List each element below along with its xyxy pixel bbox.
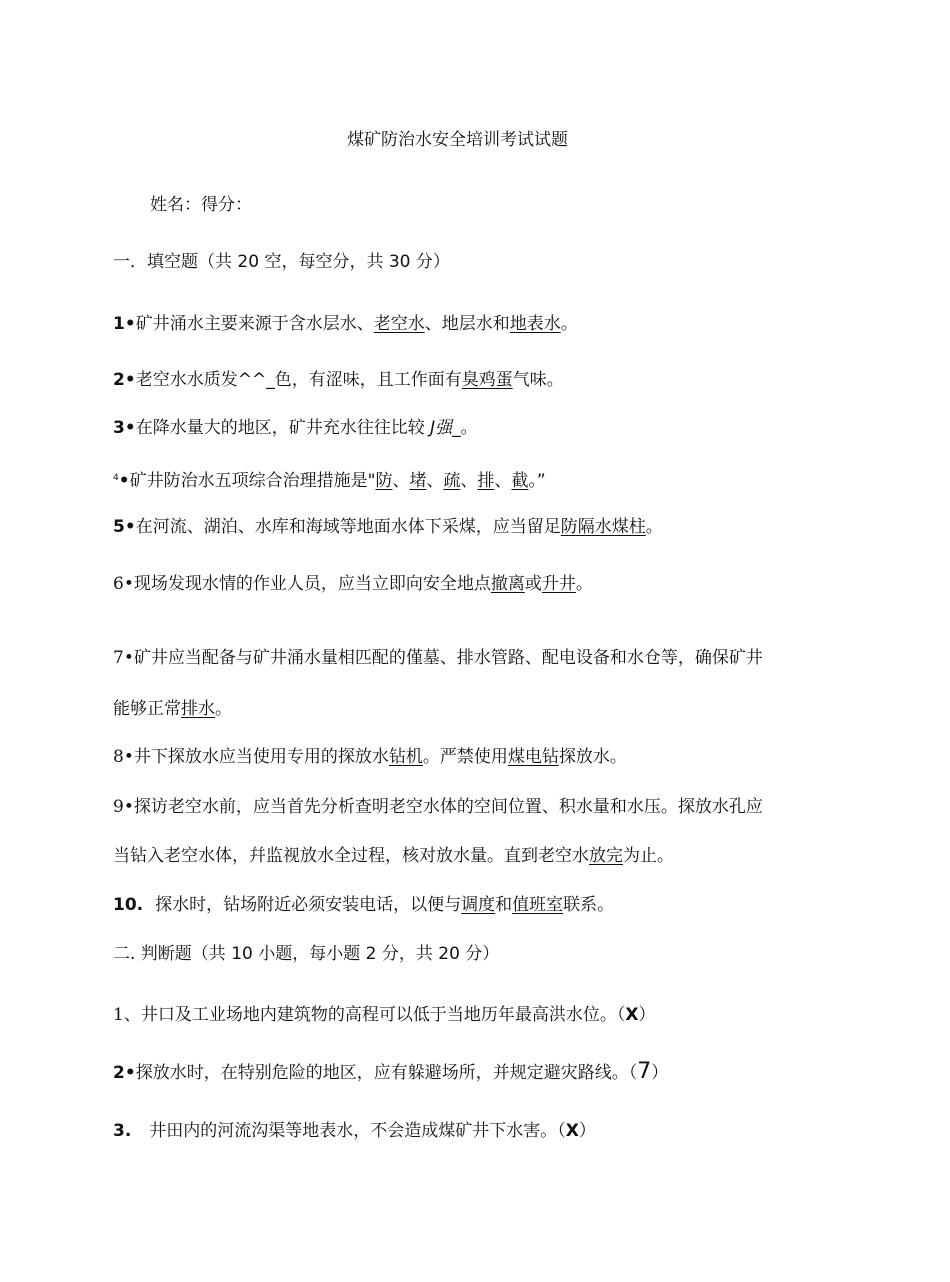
separator: 、 [494, 471, 512, 491]
question-number: 1• [113, 314, 136, 334]
question-3 [113, 416, 478, 440]
question-text: 和 [495, 895, 513, 915]
answer: 放完 [589, 846, 623, 866]
bullet: • [118, 471, 130, 491]
question-8 [113, 745, 627, 769]
question-number: 3• [113, 418, 136, 438]
section2-heading: 二. 判断题（共 10 小题，每小题 2 分，共 20 分） [113, 944, 500, 964]
answer: 钻机 [388, 747, 423, 767]
question-text: 在河流、湖泊、水库和海域等地面水体下采煤，应当留足 [135, 517, 561, 537]
question-text: 或 [524, 574, 542, 594]
question-text: 井下探放水应当使用专用的探放水 [133, 747, 389, 767]
question-text: 当钻入老空水体，幷监视放水全过程，核对放水量。直到老空水 [113, 846, 589, 866]
question-1 [113, 312, 578, 336]
question-text: 。 [560, 314, 578, 334]
question-text: 探水时，钻场附近必须安装电话，以便与 [155, 895, 462, 915]
question-4 [113, 466, 546, 493]
question-text: 为止。 [623, 846, 674, 866]
answer: 堵 [409, 471, 427, 491]
judgment-2 [113, 1060, 668, 1085]
question-number: 7• [113, 648, 134, 668]
answer: 防 [375, 471, 393, 491]
question-number: 9• [113, 797, 134, 817]
question-6 [113, 572, 593, 596]
section1-heading: 一．填空题（共 20 空，每空分，共 30 分） [113, 252, 450, 272]
question-text: 在降水量大的地区，矿井充水往往比较 [135, 418, 431, 438]
question-text: 矿井涌水主要来源于含水层水、 [135, 314, 374, 334]
answer-mark: X [625, 1005, 639, 1025]
answer: 臭鸡蛋 [461, 370, 513, 390]
judgment-3 [113, 1119, 596, 1143]
answer: 撤离 [490, 574, 525, 594]
answer: 值班室 [512, 895, 564, 915]
question-number: 10. [113, 895, 144, 915]
question-number: 6• [113, 574, 134, 594]
answer-mark: 7 [637, 1059, 652, 1084]
question-text: 。” [528, 471, 546, 491]
question-10 [113, 893, 614, 917]
question-number: 8• [113, 747, 134, 767]
question-9 [113, 795, 763, 819]
question-text: ） [578, 1121, 596, 1141]
question-text: 。 [215, 699, 232, 719]
question-text: 联系。 [563, 895, 615, 915]
question-text: 。 [575, 574, 593, 594]
question-text: 。 [460, 418, 478, 438]
answer: 升井 [541, 574, 576, 594]
question-text: 矿井应当配备与矿井涌水量相匹配的僅墓、排水管路、配电设备和水仓等，确保矿井 [133, 648, 763, 668]
question-text: 井田内的河流沟渠等地表水，不会造成煤矿井下水害。（ [149, 1121, 566, 1141]
answer: 调度 [461, 895, 496, 915]
question-2 [113, 368, 564, 392]
question-5 [113, 515, 663, 539]
question-number: 2• [113, 370, 136, 390]
question-text: 、井口及工业场地内建筑物的高程可以低于当地历年最高洪水位。（ [123, 1005, 626, 1025]
answer: 老空水 [373, 314, 425, 334]
question-7-continued [113, 697, 232, 721]
question-number: 5• [113, 517, 136, 537]
separator: 、 [460, 471, 478, 491]
question-text: 现场发现水情的作业人员，应当立即向安全地点 [133, 574, 491, 594]
answer: 煤电钻 [507, 747, 559, 767]
question-text: 、地层水和 [424, 314, 510, 334]
separator: 、 [426, 471, 444, 491]
name-score-line: 姓名：得分： [150, 195, 252, 215]
question-text: 。严禁使用 [422, 747, 508, 767]
question-text: 探访老空水前，应当首先分析查明老空水体的空间位置、积水量和水压。探放水孔应 [133, 797, 763, 817]
question-9-continued [113, 844, 674, 868]
answer: 地表水 [509, 314, 561, 334]
question-number: 4 [113, 473, 119, 483]
question-text: ） [651, 1063, 669, 1083]
answer: 疏 [443, 471, 461, 491]
question-number: 1 [113, 1005, 124, 1025]
judgment-1 [113, 1003, 655, 1027]
answer: 截 [511, 471, 529, 491]
question-text: 探放水。 [558, 747, 627, 767]
question-text: 老空水水质发^^_色，有涩味，且工作面有 [135, 370, 462, 390]
question-number: 3. [113, 1121, 132, 1141]
answer: 排 [477, 471, 495, 491]
answer: 排水 [181, 699, 215, 719]
question-text: 气味。 [512, 370, 564, 390]
answer: 防隔水煤柱 [560, 517, 646, 537]
separator: 、 [392, 471, 410, 491]
question-7 [113, 646, 763, 670]
question-text: 。 [645, 517, 663, 537]
page-title: 煤矿防治水安全培训考试试题 [347, 130, 568, 150]
answer: J强_ [430, 418, 461, 438]
question-text: ） [638, 1005, 656, 1025]
question-text: 能够正常 [113, 699, 181, 719]
question-text: 探放水时，在特别危险的地区，应有躲避场所，并规定避灾路线。（ [135, 1063, 638, 1083]
question-number: 2• [113, 1063, 136, 1083]
question-text: 矿井防治水五项综合治理措施是" [129, 471, 376, 491]
answer-mark: X [565, 1121, 579, 1141]
